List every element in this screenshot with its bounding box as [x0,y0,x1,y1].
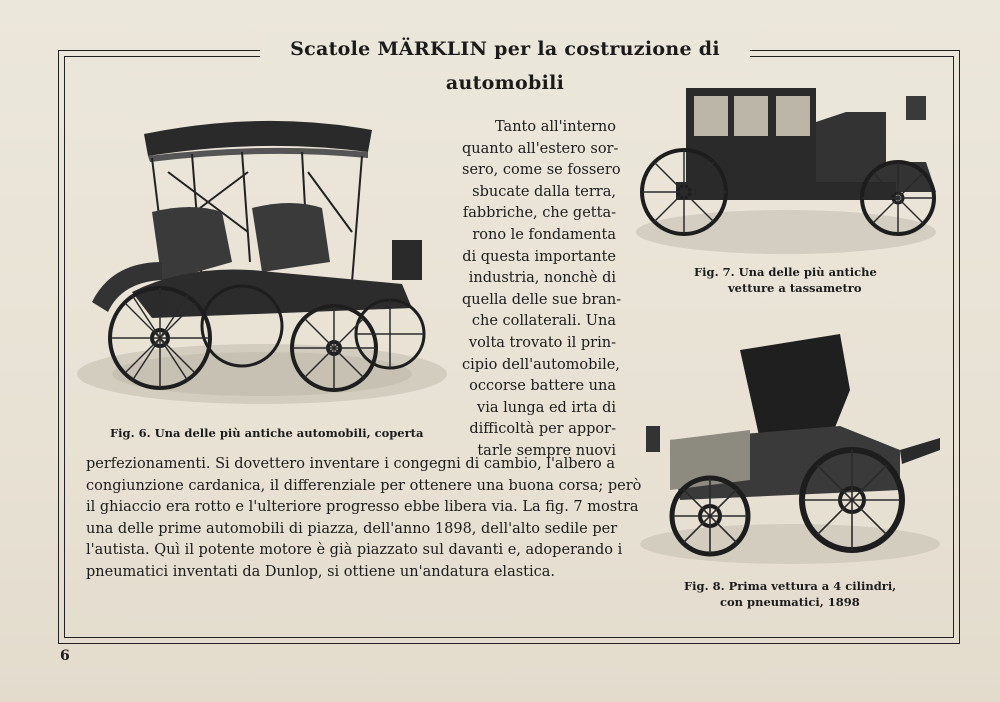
figure-7-taximeter-car-illustration [636,82,944,258]
page-title: Scatole MÄRKLIN per la costruzione di automobili [260,32,750,66]
figure-8-caption [684,578,924,610]
text-line: il ghiaccio era rotto e l'ulteriore progresso ebbe libera via. La fig. 7 mostra [86,499,639,516]
text-line: che collaterali. Una [471,313,616,330]
text-line: l'autista. Quì il potente motore è già piazzato sul davanti e, adoperando i [86,542,623,559]
text-line: sbucate dalla terra, [472,183,616,200]
text-line: via lunga ed irta di [477,399,616,416]
text-line: tarle sempre nuovi [477,442,616,459]
page-number: 6 [60,648,70,664]
figure-6-covered-automobile-illustration [72,112,452,414]
text-line: di questa importante [462,248,616,265]
text-line: quanto all'estero sor- [462,140,619,157]
text-line: volta trovato il prin- [468,334,616,351]
text-line: congiunzione cardanica, il differenziale per ottenere una buona corsa; però [86,477,642,494]
text-line: perfezionamenti. Si dovettero inventare i congegni di cambio, l'albero a [86,456,615,472]
text-line: rono le fondamenta [472,226,616,243]
figure-8-caption-line: Fig. 8. Prima vettura a 4 cilindri, [684,579,897,593]
figure-6-caption: Fig. 6. Una delle più antiche automobili, coperta [110,426,424,440]
figure-7-caption [694,264,914,296]
figure-8-caption-line: con pneumatici, 1898 [720,595,860,609]
text-line: occorse battere una [469,378,616,395]
text-line: cipio dell'automobile, [462,356,620,373]
text-line: sero, come se fossero [462,162,621,179]
text-line: difficoltà per appor- [469,421,616,438]
figure-7-caption-line: vetture a tassametro [728,281,862,295]
figure-8-four-cylinder-car-illustration [640,330,946,566]
figure-7-caption-line: Fig. 7. Una delle più antiche [694,265,877,279]
text-line: fabbriche, che getta- [462,205,616,222]
text-line: quella delle sue bran- [462,291,622,308]
body-text-column [462,117,622,463]
text-line: Tanto all'interno [495,119,616,135]
text-line: una delle prime automobili di piazza, dell'anno 1898, dell'alto sedile per [86,520,618,537]
text-line: pneumatici inventati da Dunlop, si ottiene un'andatura elastica. [86,563,555,580]
body-text-continuation [86,454,642,584]
text-line: industria, nonchè di [468,270,616,287]
